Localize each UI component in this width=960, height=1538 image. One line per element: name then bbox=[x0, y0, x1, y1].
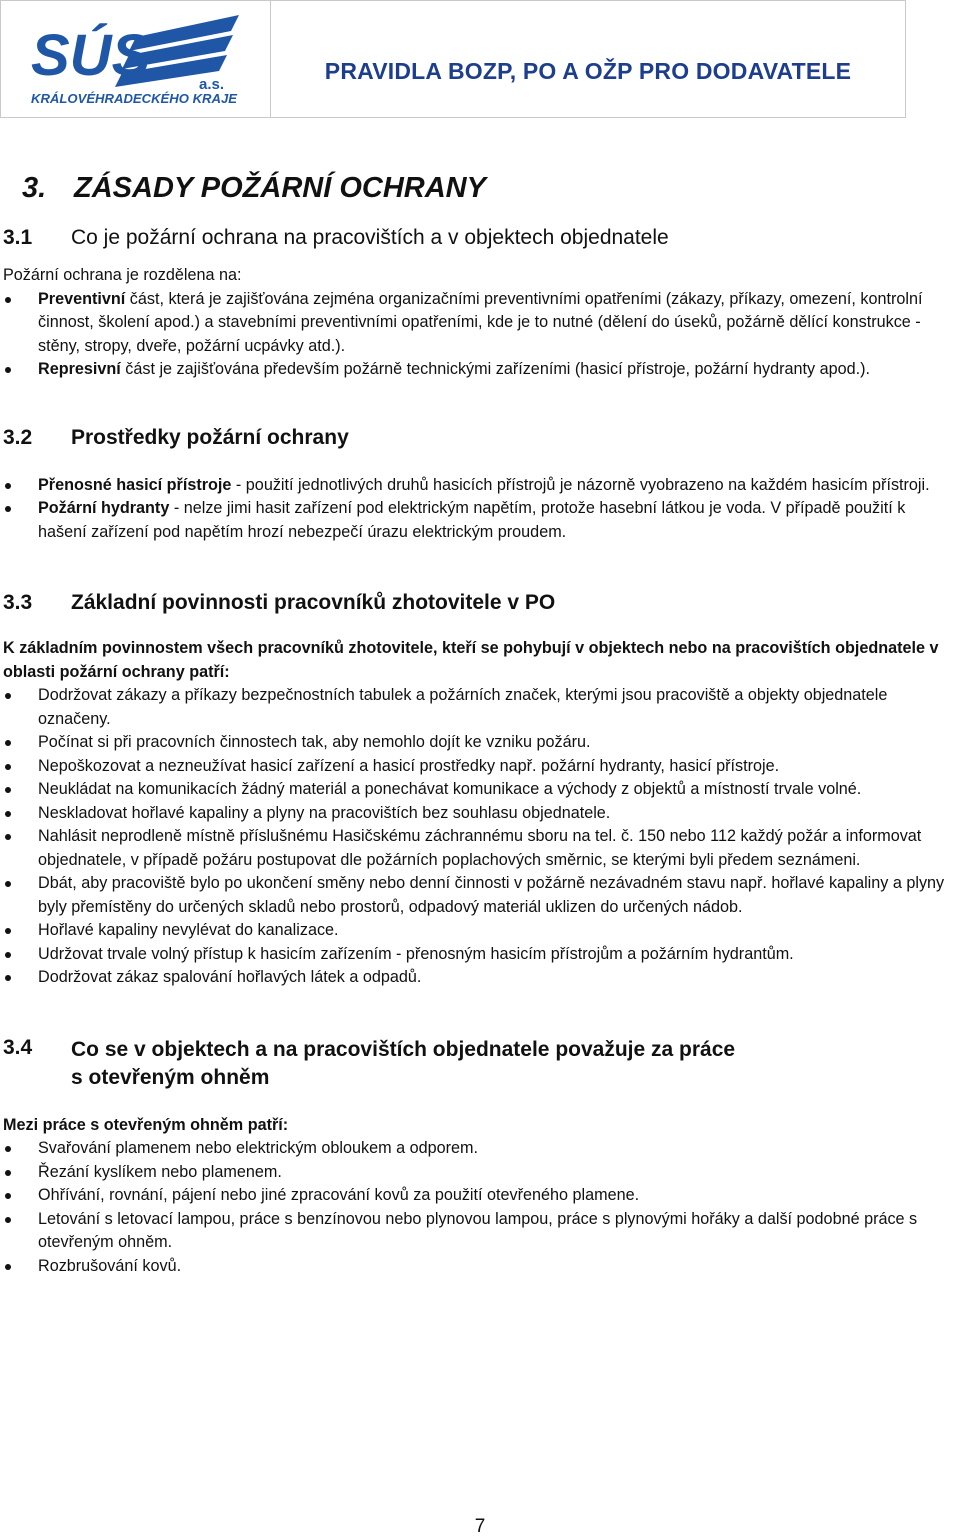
list-item: Letování s letovací lampou, práce s benzínovou nebo plynovou lampou, práce s plynovými hořáky a další podobné práce s otevřeným ohněm. bbox=[0, 1208, 960, 1255]
list-item: Nahlásit neprodleně místně příslušnému Hasičskému záchrannému sboru na tel. č. 150 nebo 112 každý požár a informovat objednatele, v případě požáru postupovat dle požárních poplachových směrnic, se kterými byli předem seznámeni. bbox=[0, 825, 960, 872]
section-intro: K základním povinnostem všech pracovníků zhotovitele, kteří se pohybují v objektech nebo na pracovištích objednatele v oblasti požární ochrany patří: bbox=[3, 639, 939, 681]
list-item: Nepoškozovat a nezneužívat hasicí zařízení a hasicí prostředky např. požární hydranty, hasicí přístroje. bbox=[0, 755, 960, 779]
section-number: 3.2 bbox=[3, 425, 33, 449]
section-number: 3.1 bbox=[3, 226, 33, 249]
list-item: Ohřívání, rovnání, pájení nebo jiné zpracování kovů za použití otevřeného plamene. bbox=[0, 1184, 960, 1208]
section-number: 3.3 bbox=[3, 591, 33, 614]
company-logo bbox=[1, 1, 271, 117]
section-number: 3.4 bbox=[3, 1035, 33, 1059]
list-item: Požární hydranty - nelze jimi hasit zařízení pod elektrickým napětím, protože hasební látkou je voda. V případě použití k hašení zařízení pod napětím hrozí nebezpečí úrazu elektrickým proudem. bbox=[0, 497, 960, 544]
page-number: 7 bbox=[474, 1516, 486, 1537]
open-fire-work-list bbox=[0, 1137, 960, 1278]
section-title: Co se v objektech a na pracovištích objednatele považuje za práce s otevřeným ohněm bbox=[71, 1037, 736, 1089]
section-heading-3-2 bbox=[3, 426, 960, 450]
list-item: Neskladovat hořlavé kapaliny a plyny na pracovištích bez souhlasu objednatele. bbox=[0, 802, 960, 826]
list-item: Hořlavé kapaliny nevylévat do kanalizace. bbox=[0, 919, 960, 943]
section-heading-3-1 bbox=[3, 226, 960, 250]
list-item: Preventivní část, která je zajišťována zejména organizačními preventivními opatřeními (zákazy, příkazy, omezení, kontrolní činnost, školení apod.) a stavebními preventivními opatřeními, kde je to nutné (dělení do úseků, požárně dělící konstrukce - stěny, stropy, dveře, požární ucpávky atd.). bbox=[0, 288, 960, 359]
fire-equipment-list bbox=[0, 474, 960, 545]
main-content bbox=[0, 168, 960, 1278]
section-title: Základní povinnosti pracovníků zhotovitele v PO bbox=[71, 591, 556, 614]
logo-suffix: a.s. bbox=[199, 76, 225, 93]
section-heading-3-3 bbox=[3, 591, 960, 615]
section-intro: Mezi práce s otevřeným ohněm patří: bbox=[3, 1115, 289, 1134]
section-heading-3-4 bbox=[3, 1036, 960, 1092]
section-intro: Požární ochrana je rozdělena na: bbox=[3, 266, 242, 284]
logo-subtitle: KRÁLOVÉHRADECKÉHO KRAJE bbox=[31, 92, 228, 106]
document-title: PRAVIDLA BOZP, PO A OŽP PRO DODAVATELE bbox=[324, 58, 852, 84]
list-item: Neukládat na komunikacích žádný materiál a ponechávat komunikace a východy z objektů a místností trvale volné. bbox=[0, 778, 960, 802]
page-header bbox=[0, 0, 906, 118]
chapter-title: ZÁSADY POŽÁRNÍ OCHRANY bbox=[74, 171, 486, 204]
list-item: Represivní část je zajišťována především požárně technickými zařízeními (hasicí přístroje, požární hydranty apod.). bbox=[0, 358, 960, 382]
list-item: Rozbrušování kovů. bbox=[0, 1255, 960, 1279]
worker-duties-list bbox=[0, 684, 960, 990]
logo-text: SÚS bbox=[31, 23, 151, 88]
list-item: Přenosné hasicí přístroje - použití jednotlivých druhů hasicích přístrojů je názorně vyobrazeno na každém hasicím přístroji. bbox=[0, 474, 960, 498]
list-item: Svařování plamenem nebo elektrickým obloukem a odporem. bbox=[0, 1137, 960, 1161]
chapter-heading bbox=[22, 168, 960, 208]
list-item: Udržovat trvale volný přístup k hasicím zařízením - přenosným hasicím přístrojům a požárním hydrantům. bbox=[0, 943, 960, 967]
list-item: Dodržovat zákaz spalování hořlavých látek a odpadů. bbox=[0, 966, 960, 990]
list-item: Dodržovat zákazy a příkazy bezpečnostních tabulek a požárních značek, kterými jsou pracoviště a objekty objednatele označeny. bbox=[0, 684, 960, 731]
list-item: Počínat si při pracovních činnostech tak, aby nemohlo dojít ke vzniku požáru. bbox=[0, 731, 960, 755]
fire-protection-types-list bbox=[0, 288, 960, 382]
section-title: Prostředky požární ochrany bbox=[71, 425, 349, 449]
section-title: Co je požární ochrana na pracovištích a v objektech objednatele bbox=[71, 226, 669, 249]
chapter-number: 3. bbox=[22, 171, 47, 204]
list-item: Dbát, aby pracoviště bylo po ukončení směny nebo denní činnosti v požárně nezávadném stavu např. hořlavé kapaliny a plyny byly přemístěny do určených skladů nebo prostorů, odpadový materiál uklizen do určených nádob. bbox=[0, 872, 960, 919]
list-item: Řezání kyslíkem nebo plamenem. bbox=[0, 1161, 960, 1185]
